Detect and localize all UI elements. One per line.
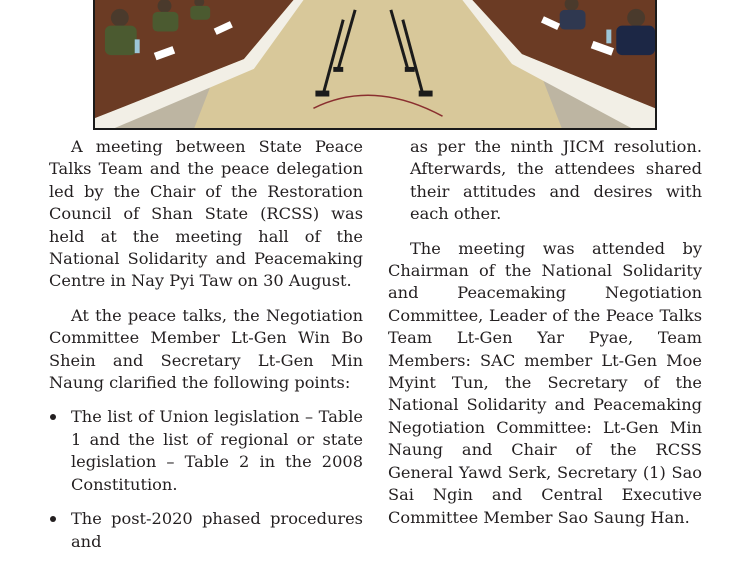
left-column bbox=[49, 136, 363, 565]
bullet-icon bbox=[50, 516, 56, 522]
meeting-hall-illustration bbox=[95, 0, 655, 128]
bullet-icon bbox=[50, 414, 56, 420]
list-item bbox=[49, 508, 363, 553]
list-item-text: The list of Union legislation – Table 1 and the list of regional or state legislation – Table 2 in the 2008 Constitution. bbox=[71, 407, 363, 494]
right-column bbox=[388, 136, 702, 541]
list-item-text: The post-2020 phased procedures and bbox=[71, 509, 363, 551]
continuation-paragraph: as per the ninth JICM resolution. Afterwards, the attendees shared their attitudes and desires with each other. bbox=[410, 137, 702, 224]
list-item bbox=[49, 406, 363, 496]
points-list bbox=[49, 406, 363, 552]
peace-talks-paragraph: At the peace talks, the Negotiation Committee Member Lt-Gen Win Bo Shein and Secretary Lt-Gen Min Naung clarified the following points: bbox=[49, 305, 363, 393]
attendees-paragraph: The meeting was attended by Chairman of the National Solidarity and Peacemaking Negotiation Committee, Leader of the Peace Talks Team Lt-Gen Yar Pyae, Team Members: SAC member Lt-Gen Moe Myint Tun, the Secretary of the National Solidarity and Peacemaking Negotiation Committee: Lt-Gen Min Naung and Chair of the RCSS General Yawd Serk, Secretary (1) Sao Sai Ngin and Central Executive Committee Member Sao Saung Han. bbox=[388, 238, 702, 527]
meeting-photo bbox=[93, 0, 657, 130]
intro-paragraph: A meeting between State Peace Talks Team and the peace delegation led by the Chair of the Restoration Council of Shan State (RCSS) was held at the meeting hall of the National Solidarity and Peacemaking Centre in Nay Pyi Taw on 30 August. bbox=[49, 137, 363, 291]
